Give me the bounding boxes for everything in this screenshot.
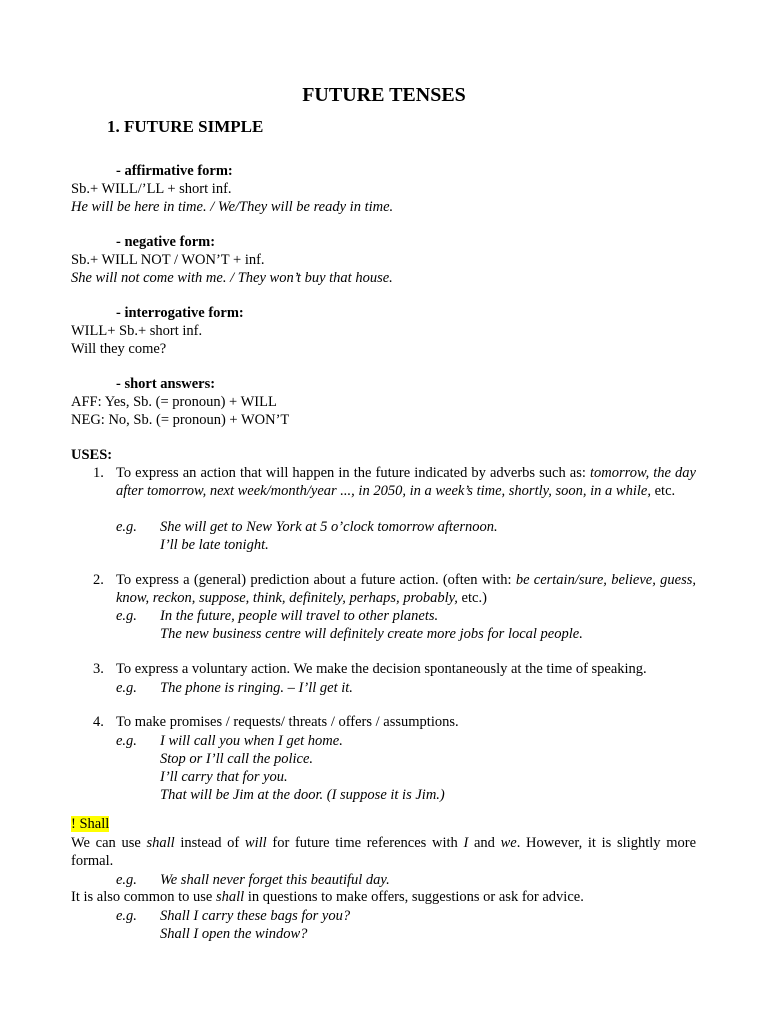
interrogative-formula: WILL+ Sb.+ short inf. [71,323,203,339]
example-row [116,732,160,750]
negative-example: She will not come with me. / They won’t buy that house. [71,270,393,286]
short-answers-heading: - short answers: [116,376,216,392]
use-number: 3. [93,661,104,677]
interrogative-heading: - interrogative form: [116,305,244,321]
use-text: To express a voluntary action. We make the decision spontaneously at the time of speaking. [116,661,647,677]
use-item-1 [93,465,696,500]
example-row [116,871,160,889]
eg-label: e.g. [116,680,137,696]
affirmative-formula: Sb.+ WILL/’LL + short inf. [71,181,232,197]
eg-label: e.g. [116,519,137,535]
negative-heading: - negative form: [116,234,216,250]
eg-label: e.g. [116,872,137,888]
example-row [116,518,160,536]
short-answer-neg: NEG: No, Sb. (= pronoun) + WON’T [71,412,290,428]
interrogative-example: Will they come? [71,341,167,357]
affirmative-heading: - affirmative form: [116,163,233,179]
example-text: I will call you when I get home. [160,733,343,749]
affirmative-example: He will be here in time. / We/They will be ready in time. [71,199,394,215]
example-row [116,907,160,925]
example-text: We shall never forget this beautiful day. [160,872,390,888]
example-text: She will get to New York at 5 o’clock tomorrow afternoon. [160,519,498,535]
section-heading: 1. FUTURE SIMPLE [107,117,264,136]
use-number: 2. [93,572,104,588]
eg-label: e.g. [116,733,137,749]
example-text: The new business centre will definitely create more jobs for local people. [160,626,583,642]
use-number: 4. [93,714,104,730]
eg-label: e.g. [116,608,137,624]
shall-label-row [71,815,109,833]
shall-highlight: ! Shall [71,816,110,832]
use-number: 1. [93,465,104,481]
use-text: To make promises / requests/ threats / offers / assumptions. [116,714,459,730]
use-item-3 [93,661,696,679]
example-text: I’ll carry that for you. [160,769,288,785]
shall-paragraph-2: It is also common to use shall in questions to make offers, suggestions or ask for advice. [71,889,584,905]
example-text: That will be Jim at the door. (I suppose it is Jim.) [160,787,445,803]
example-row [116,607,160,625]
shall-paragraph-1: We can use shall instead of will for future time references with I and we. However, it is slightly more formal. [71,835,697,869]
use-item-2 [93,572,696,607]
example-row [116,679,160,697]
use-text: To express a (general) prediction about a future action. (often with: be certain/sure, believe, guess, know, reckon, suppose, think, definitely, perhaps, probably, etc.) [116,572,696,606]
eg-label: e.g. [116,908,137,924]
negative-formula: Sb.+ WILL NOT / WON’T + inf. [71,252,265,268]
page-title: FUTURE TENSES [302,84,466,106]
example-text: In the future, people will travel to other planets. [160,608,439,624]
example-text: I’ll be late tonight. [160,537,269,553]
example-text: Shall I carry these bags for you? [160,908,351,924]
use-item-4 [93,714,696,732]
uses-heading: USES: [71,447,113,463]
use-text: To express an action that will happen in the future indicated by adverbs such as: tomorrow, the day after tomorrow, next week/month/year ..., in 2050, in a week’s time, shortly, soon, in a while, etc. [116,465,696,499]
example-text: Stop or I’ll call the police. [160,751,314,767]
short-answer-aff: AFF: Yes, Sb. (= pronoun) + WILL [71,394,277,410]
example-text: Shall I open the window? [160,926,308,942]
example-text: The phone is ringing. – I’ll get it. [160,680,353,696]
